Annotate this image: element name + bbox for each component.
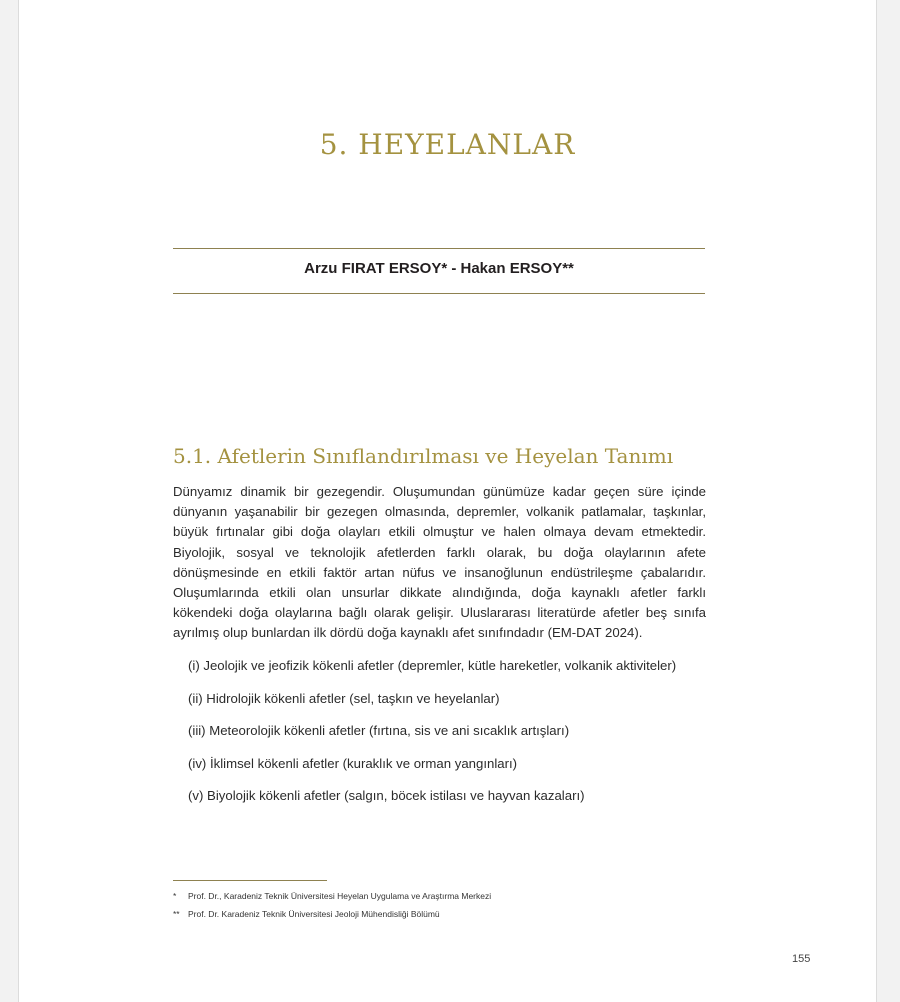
- author-rule-bottom: [173, 293, 705, 294]
- footnote: [173, 891, 491, 901]
- list-item: (ii) Hidrolojik kökenli afetler (sel, taşkın ve heyelanlar): [188, 690, 500, 706]
- section-title: 5.1. Afetlerin Sınıflandırılması ve Heyelan Tanımı: [173, 444, 674, 468]
- footnote-separator: [173, 880, 327, 881]
- footnote-mark: *: [173, 891, 177, 901]
- list-item: (v) Biyolojik kökenli afetler (salgın, böcek istilası ve hayvan kazaları): [188, 788, 585, 803]
- footnote-text: Prof. Dr., Karadeniz Teknik Üniversitesi Heyelan Uygulama ve Araştırma Merkezi: [188, 891, 492, 901]
- page-number: 155: [792, 953, 811, 965]
- author-rule-top: [173, 248, 705, 249]
- list-item: (i) Jeolojik ve jeofizik kökenli afetler (depremler, kütle hareketler, volkanik aktiviteler): [188, 658, 677, 673]
- footnote-text: Prof. Dr. Karadeniz Teknik Üniversitesi Jeoloji Mühendisliği Bölümü: [188, 909, 440, 919]
- list-item: (iii) Meteorolojik kökenli afetler (fırtına, sis ve ani sıcaklık artışları): [188, 723, 570, 738]
- chapter-title: 5. HEYELANLAR: [319, 128, 576, 161]
- intro-paragraph: Dünyamız dinamik bir gezegendir. Oluşumundan günümüze kadar geçen süre içinde dünyanın yaşanabilir bir gezegen olmasında, depremler, volkanik patlamalar, taşkınlar, büyük fırtınalar gibi doğa olayları etkili olmuştur ve halen olmaya devam etmektedir. Biyolojik, sosyal ve teknolojik afetlerden farklı olarak, bu doğa olaylarının afete dönüşmesinde en etkili faktör artan nüfus ve insanoğlunun endüstrileşme çabalarıdır. Oluşumlarında etkili olan unsurlar dikkate alındığında, doğa kaynaklı afetler farklı kökendeki doğa olaylarına bağlı olarak gelişir. Uluslararası literatürde afetler beş sınıfa ayrılmış olup bunlardan ilk dördü doğa kaynaklı afet sınıfındadır (EM-DAT 2024).: [173, 484, 706, 641]
- author-line: Arzu FIRAT ERSOY* - Hakan ERSOY**: [304, 260, 574, 277]
- footnote-mark: **: [173, 909, 180, 919]
- footnote: [173, 909, 440, 919]
- list-item: (iv) İklimsel kökenli afetler (kuraklık ve orman yangınları): [188, 755, 518, 771]
- book-page: [18, 0, 877, 1002]
- disaster-class-list: [188, 656, 676, 819]
